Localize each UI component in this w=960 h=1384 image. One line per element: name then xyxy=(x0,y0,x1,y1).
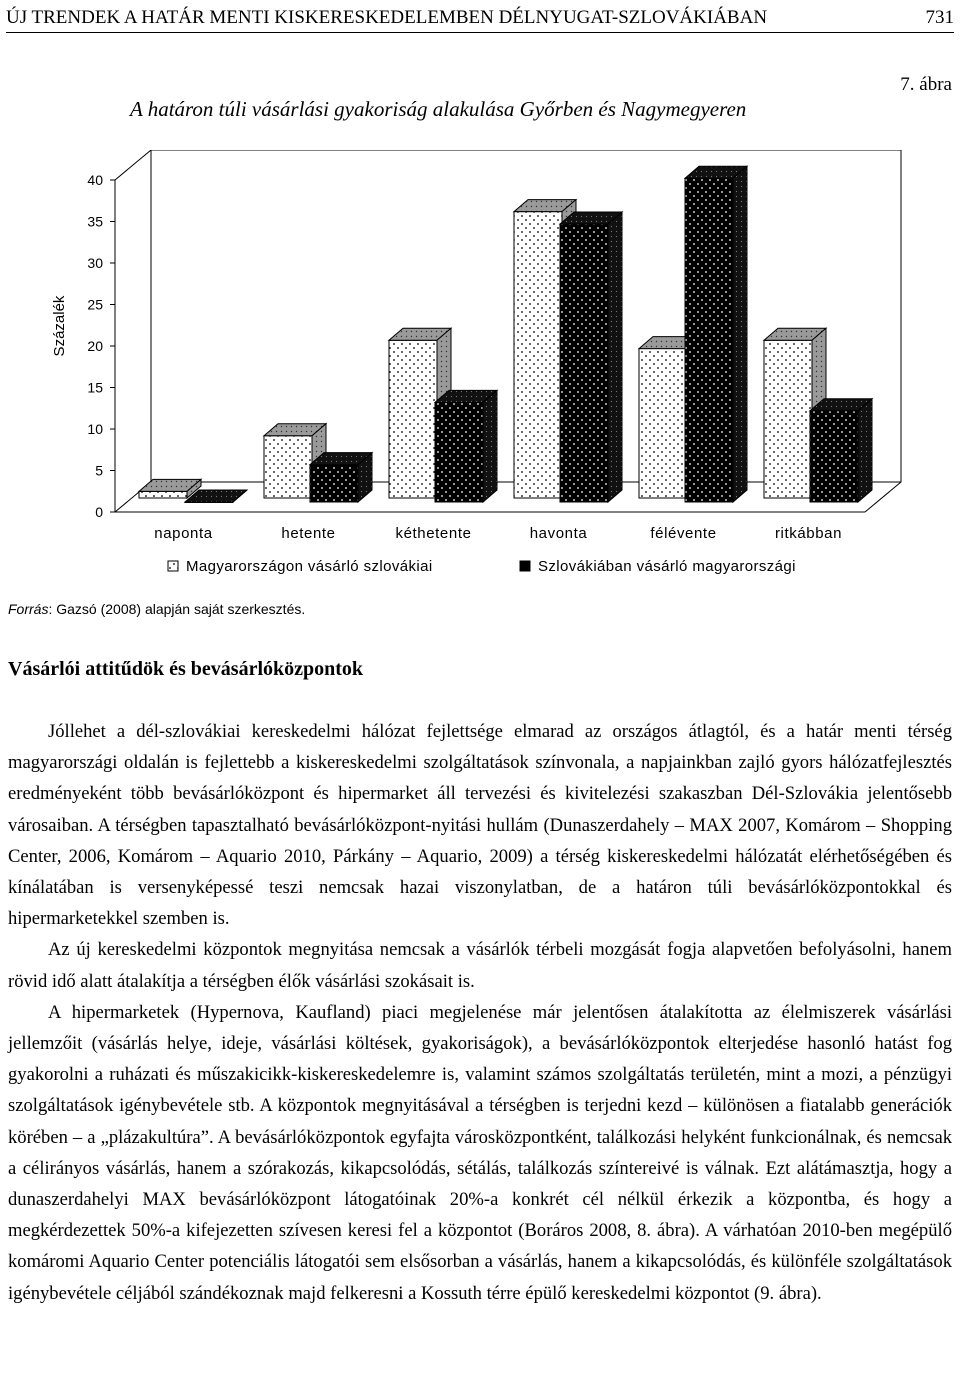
page-number: 731 xyxy=(925,7,954,28)
bar xyxy=(264,436,312,498)
running-title: ÚJ TRENDEK A HATÁR MENTI KISKERESKEDELEMBEN DÉLNYUGAT-SZLOVÁKIÁBAN xyxy=(6,7,768,28)
bar xyxy=(389,340,437,498)
y-tick-label: 40 xyxy=(87,172,103,188)
bar xyxy=(514,212,562,498)
y-tick-label: 0 xyxy=(95,504,103,520)
section-heading: Vásárlói attitűdök és bevásárlóközpontok xyxy=(8,658,364,680)
legend-label: Szlovákiában vásárló magyarországi xyxy=(538,558,796,575)
y-axis-label: Százalék xyxy=(51,295,68,357)
y-tick-label: 25 xyxy=(87,296,103,313)
figure-source xyxy=(8,601,305,617)
x-tick-label: hetente xyxy=(281,525,336,542)
paragraph: Az új kereskedelmi központok megnyitása nemcsak a vásárlók térbeli mozgását fogja alapvetően befolyásolni, hanem rövid idő alatt átalakítja a térségben élők vásárlási szokásait is. xyxy=(8,939,952,992)
x-tick-label: kéthetente xyxy=(395,525,472,542)
running-header xyxy=(6,4,954,33)
y-tick-label: 5 xyxy=(95,462,103,479)
legend-swatch xyxy=(520,561,530,571)
figure-title: A határon túli vásárlási gyakoriság alakulása Győrben és Nagymegyeren xyxy=(130,97,747,121)
bar-side xyxy=(608,212,622,502)
bar xyxy=(810,411,858,502)
y-tick-label: 30 xyxy=(87,255,103,271)
bar xyxy=(139,491,187,498)
x-tick-label: félévente xyxy=(650,525,717,542)
bar xyxy=(764,340,812,498)
bar xyxy=(685,178,733,502)
x-tick-label: ritkábban xyxy=(774,525,843,542)
y-tick-label: 15 xyxy=(87,379,103,396)
wall-edge xyxy=(115,150,151,180)
paragraph: A hipermarketek (Hypernova, Kaufland) piaci megjelenése már jelentősen átalakította az élelmiszerek vásárlási jellemzőit (vásárlás helye, ideje, vásárlási költések, gyakoriságok), a bevásárlóközpontok elterjedése hasonló hatást fog gyakorolni a ruházati és műszakicikk-kiskereskedelemre is, valamint számos szolgáltatás területén, mint a mozi, a pénzügyi szolgáltatások igénybevétele stb. A központok megnyitásával a térségben is terjedni kezd – különösen a fiatalabb generációk körében – a „plázakultúra”. A bevásárlóközpontok egyfajta városközpontként, találkozási helyként funkcionálnak, és nemcsak a célirányos vásárlás, hanem a szórakozás, kikapcsolódás, sétálás, találkozás színtereivé is válnak. Ezt alátámasztja, hogy a dunaszerdahelyi MAX bevásárlóközpont látogatóinak 20%-a konkrét cél nélkül érkezik a központba, és hogy a megkérdezettek 50%-a kifejezetten szívesen keresi fel a központot (Boráros 2008, 8. ábra). A várhatóan 2010-ben megépülő komáromi Aquario Center potenciális látogatói sem elsősorban a vásárlás, hanem a kikapcsolódás, és különféle szolgáltatások igénybevétele céljából szándékoznak majd felkeresni a Kossuth térre épülő kereskedelmi központot (9. ábra). xyxy=(8,1001,952,1304)
legend-swatch xyxy=(168,561,178,571)
bar xyxy=(639,349,687,498)
y-tick-label: 35 xyxy=(87,213,103,230)
bar-chart xyxy=(0,150,960,590)
bar-side xyxy=(483,390,497,502)
body-text xyxy=(8,716,952,1309)
bar xyxy=(560,224,608,502)
y-tick-label: 20 xyxy=(87,338,103,354)
bar xyxy=(310,465,358,502)
x-tick-label: havonta xyxy=(529,525,588,542)
x-tick-label: naponta xyxy=(154,525,213,542)
source-text: : Gazsó (2008) alapján saját szerkesztés. xyxy=(48,601,306,617)
bar xyxy=(435,402,483,502)
bar-side xyxy=(733,166,747,502)
legend-label: Magyarországon vásárló szlovákiai xyxy=(186,558,433,575)
y-tick-label: 10 xyxy=(87,421,103,437)
bar-side xyxy=(858,399,872,502)
paragraph: Jóllehet a dél-szlovákiai kereskedelmi hálózat fejlettsége elmarad az országos átlagtól, és a határ menti térség magyarországi oldalán is fejlettebb a kiskereskedelmi szolgáltatások színvonala, a napjainkban zajló gyors hálózatfejlesztés eredményeként több bevásárlóközpont és hipermarket áll tervezési és kivitelezési szakaszban Dél-Szlovákia jelentősebb városaiban. A térségben tapasztalható bevásárlóközpont-nyitási hullám (Dunaszerdahely – MAX 2007, Komárom – Shopping Center, 2006, Komárom – Aquario 2010, Párkány – Aquario, 2009) a térség kiskereskedelmi hálózatát elérhetőségében és kínálatában is versenyképessé teszi nemcsak hazai viszonylatban, de a határon túli bevásárlóközpontokkal és hipermarketekkel szemben is. xyxy=(8,721,952,930)
source-prefix: Forrás xyxy=(8,601,49,617)
figure-label: 7. ábra xyxy=(900,74,952,95)
